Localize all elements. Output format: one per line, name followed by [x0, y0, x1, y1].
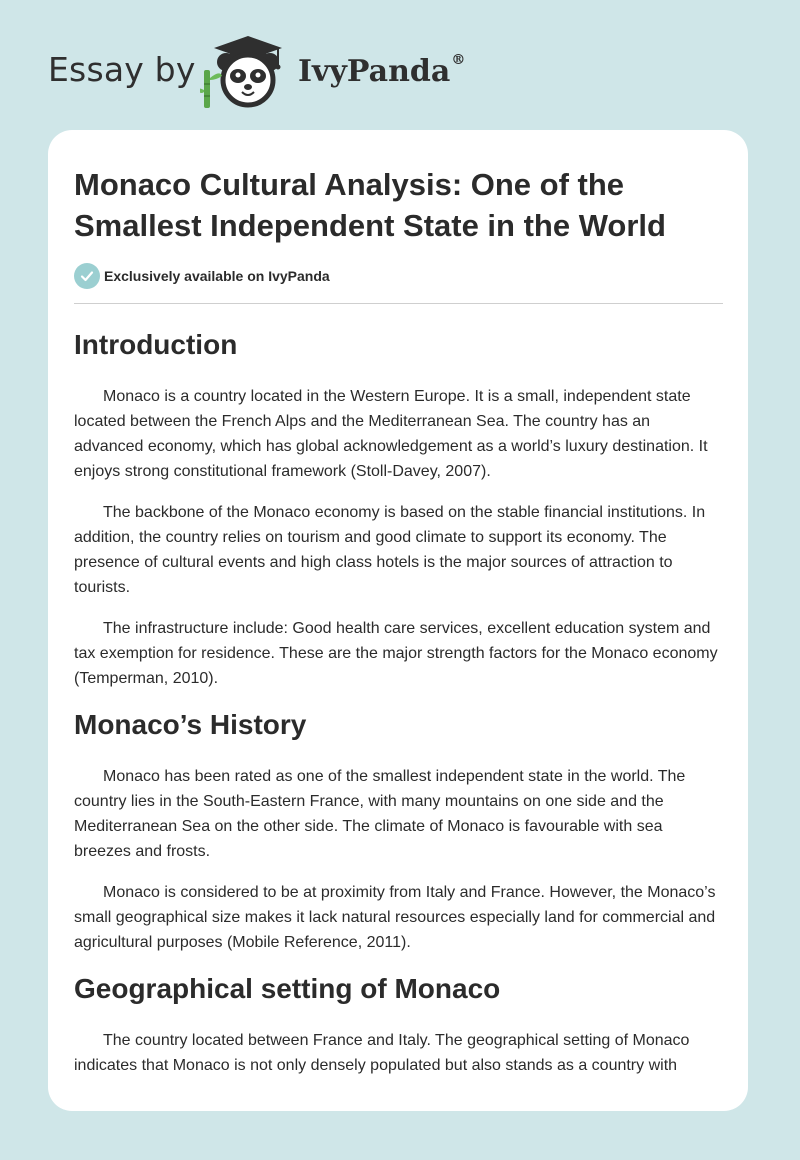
paragraph: The backbone of the Monaco economy is based on the stable financial institutions. In addition, the country relies on tourism and good climate to support its economy. The presence of cultural events and high class hotels is the major sources of attraction to tourists.: [74, 504, 706, 596]
site-header: [48, 30, 488, 110]
paragraph: Monaco is a country located in the Western Europe. It is a small, independent state located between the French Alps and the Mediterranean Sea. The country has an advanced economy, which has global acknowledgement as a world’s luxury destination. It enjoys strong constitutional framework (Stoll-Davey, 2007).: [74, 388, 708, 480]
paragraph: Monaco has been rated as one of the smallest independent state in the world. The country lies in the South-Eastern France, with many mountains on one side and the Mediterranean Sea on the other side. The climate of Monaco is favourable with sea breezes and frosts.: [74, 768, 686, 860]
section-introduction: [74, 328, 723, 691]
panda-logo-icon[interactable]: [200, 30, 296, 110]
paragraph: The infrastructure include: Good health care services, excellent education system and tax exemption for residence. These are the major strength factors for the Monaco economy (Temperman, 2010).: [74, 620, 718, 687]
checkmark-icon: [74, 263, 100, 289]
section-history: [74, 708, 723, 955]
section-heading: Geographical setting of Monaco: [74, 973, 501, 1004]
paragraph: The country located between France and Italy. The geographical setting of Monaco indicates that Monaco is not only densely populated but also stands as a country with: [74, 1032, 690, 1074]
paragraph: Monaco is considered to be at proximity from Italy and France. However, the Monaco’s small geographical size makes it lack natural resources especially land for commercial and agricultural purposes (Mobile Reference, 2011).: [74, 884, 716, 951]
section-geography: [74, 972, 723, 1078]
essay-by-label: Essay by: [48, 50, 196, 89]
section-heading: Introduction: [74, 329, 238, 360]
exclusive-badge: [74, 263, 723, 289]
brand-name: IvyPanda: [298, 54, 451, 89]
trademark-symbol: ®: [451, 52, 466, 68]
exclusive-badge-label: Exclusively available on IvyPanda: [104, 268, 330, 284]
brand-logo-text[interactable]: [298, 54, 465, 89]
article-title: Monaco Cultural Analysis: One of the Smallest Independent State in the World: [74, 167, 666, 243]
article-card: [48, 130, 748, 1111]
title-divider: [74, 303, 723, 304]
section-heading: Monaco’s History: [74, 709, 307, 740]
article-content: [74, 164, 723, 1078]
